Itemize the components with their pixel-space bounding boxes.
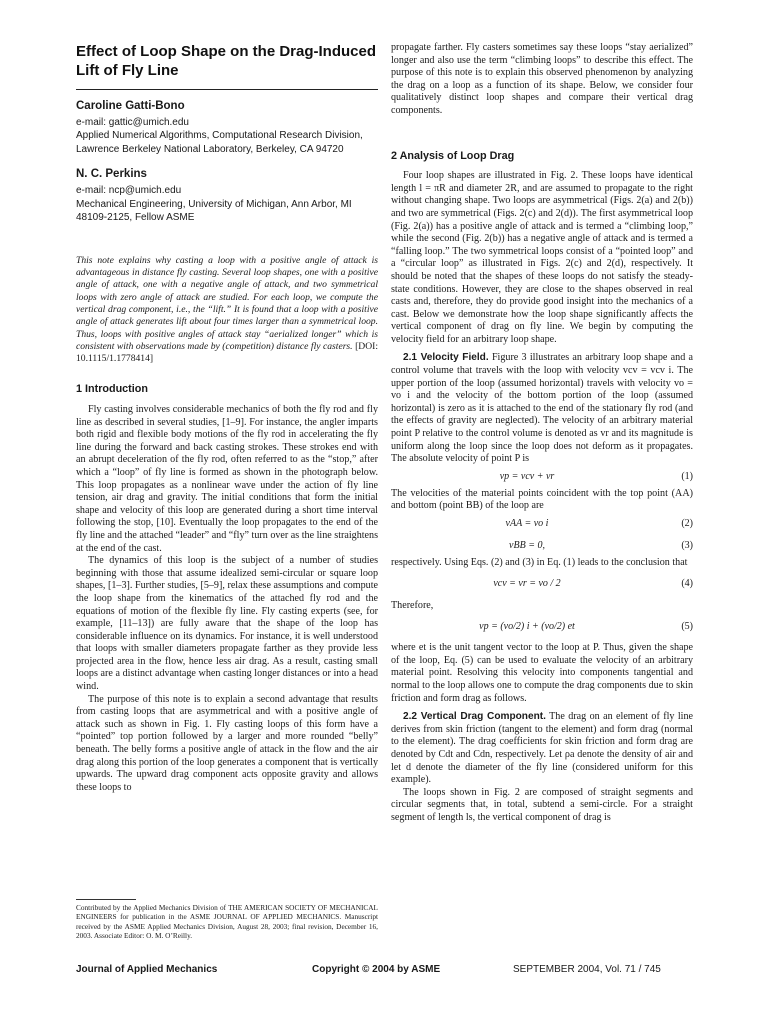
abstract xyxy=(76,255,378,366)
footer-issue: SEPTEMBER 2004, Vol. 71 / 745 xyxy=(513,964,661,975)
left-column xyxy=(76,42,378,794)
doi: [DOI: 10.1115/1.1778414] xyxy=(76,340,378,365)
equation-3 xyxy=(391,535,693,557)
equation-5-number: (5) xyxy=(681,620,693,632)
subsection-heading-velocity-field: 2.1 Velocity Field. xyxy=(403,352,489,364)
text-after-equation-5: where et is the unit tangent vector to the loop at P. Thus, given the shape of the loop, Eq. (5) can be used to evaluate the velocity of an arbitrary material point. Resolving this velocity into components tangential and normal to the loop allows one to compute the drag components due to skin friction and form drag as follows. xyxy=(391,642,693,704)
section-heading-analysis: 2 Analysis of Loop Drag xyxy=(391,149,515,162)
author-affiliation-2: Mechanical Engineering, University of Michigan, Ann Arbor, MI 48109-2125, Fellow ASME xyxy=(76,198,352,224)
velocity-field-paragraph xyxy=(391,352,693,465)
author-name-2: N. C. Perkins xyxy=(76,168,147,181)
vertical-drag-paragraph-2: The loops shown in Fig. 2 are composed of straight segments and circular segments that, in total, subtend a semi-circle. For a straight segment of length ls, the vertical component of drag is xyxy=(391,786,693,823)
equation-5 xyxy=(391,612,693,642)
equation-3-number: (3) xyxy=(681,539,693,551)
equation-1-number: (1) xyxy=(681,470,693,482)
text-after-equation-3: respectively. Using Eqs. (2) and (3) in Eq. (1) leads to the conclusion that xyxy=(391,557,688,568)
equation-4-number: (4) xyxy=(681,578,693,590)
footer-journal: Journal of Applied Mechanics xyxy=(76,964,218,975)
section2-paragraph-1: Four loop shapes are illustrated in Fig. 2. These loops have identical length l = πR and diameter 2R, and are assumed to propagate to the right without changing shape. Two loops are asymmetrical (Figs. 2(a) and 2(b)) and two are symmetrical (Figs. 2(c) and 2(d)). The first asymmetrical loop (Fig. 2(a)) has a positive angle of attack and is termed a “climbing loop,” while the second (Fig. 2(b)) has a negative angle of attack and is termed a “falling loop.” The two symmetrical loops consist of a “pointed loop” and a “circular loop” as illustrated in Figs. 2(c) and 2(d), respectively. It should be noted that the shapes of these loops do not satisfy the steady-state conditions. However, they are close to the shapes observed in real casts and, therefore, they do provide good insight into the mechanics of a cast. Below we demonstrate how the loop shape significantly affects the vertical component of drag on fly line. We begin by computing the velocity field for an arbitrary loop shape. xyxy=(391,170,693,345)
vertical-drag-text: The drag on an element of fly line derives from skin friction (tangent to the element) and form drag (normal to the element). The drag coefficients for skin friction and form drag are denoted by Cdt and Cdn, respectively. Let ρa denote the density of air and let d denote the diameter of the fly line (considered uniform for this example). xyxy=(391,711,693,786)
equation-2 xyxy=(391,513,693,535)
equation-2-body: vAA = vo i xyxy=(505,517,549,529)
abstract-text: This note explains why casting a loop with a positive angle of attack is advantageous in distance fly casting. Several loop shapes, one with a positive angle of attack, one with a negative angle of attack, and two symmetrical loops with zero angle of attack are studied. For each loop, we compute the vertical drag component, i.e., the “lift.” It is found that a loop with a positive angle of attack generates lift about four times larger than a symmetrical loop. Thus, loops with positive angles of attack stay “aerialized longer” which is consistent with observations made by (competition) distance fly casters. xyxy=(76,254,378,352)
paper-title: Effect of Loop Shape on the Drag-Induced Lift of Fly Line xyxy=(76,43,376,79)
section-heading-introduction: 1 Introduction xyxy=(76,383,148,396)
equation-1 xyxy=(391,466,693,488)
text-after-equation-1: The velocities of the material points coincident with the top point (AA) and bottom (point BB) of the loop are xyxy=(391,487,693,512)
equation-5-body: vp = (vo/2) i + (vo/2) et xyxy=(479,620,575,632)
equation-1-body: vp = vcv + vr xyxy=(499,470,555,482)
velocity-field-text: Figure 3 illustrates an arbitrary loop shape and a control volume that travels with the loop with velocity vcv = vcv i. The upper portion of the loop (assumed horizontal) travels with velocity vo = vo i and the velocity of the bottom portion of the loop (assumed horizontal) is zero as it is attached to the end of the stationary fly rod (and the effects of gravity are neglected). The velocity of an arbitrary material point P relative to the control volume is denoted as vr and its magnitude is uniform along the loop since the loop does not deform as it propagates. The absolute velocity of point P is xyxy=(391,352,694,465)
equation-4-body: vcv = vr = vo / 2 xyxy=(493,578,561,590)
title-rule xyxy=(76,89,378,90)
intro-paragraph-2: The dynamics of this loop is the subject of a number of studies beginning with those that assume idealized semi-circular or square loop shapes, [1–3]. Further studies, [5–9], relax these assumptions and compute the loop shape from the kinematics of the attached fly rod and the equations of motion of the flexible fly line. Fly casting experts (see, for example, [11–13]) are fully aware that the shape of the loop has considerable influence on its dynamics. For instance, it is well understood that loops with smaller diameters propagate farther as they provide less projected area in the flow, hence less air drag. As a result, casting small loops are a distinct advantage when casting longer distances or into a head wind. xyxy=(76,555,378,693)
therefore-text: Therefore, xyxy=(391,599,434,611)
right-paragraph-1: propagate farther. Fly casters sometimes say these loops “stay aerialized” longer and also use the term “climbing loops” to describe this effect. The purpose of this note is to explain this observed phenomenon by analyzing the drag on a loop as a function of its shape. Below, we consider four qualitatively distinct loop shapes and compare their vertical drag components. xyxy=(391,42,693,116)
subsection-heading-vertical-drag: 2.2 Vertical Drag Component. xyxy=(403,711,546,723)
vertical-drag-paragraph xyxy=(391,711,693,787)
footnote-rule xyxy=(76,899,136,900)
intro-paragraph-3: The purpose of this note is to explain a second advantage that results from casting loops that are asymmetrical and with a positive angle of attack such as shown in Fig. 1. Fly casting loops of this form have a “pointed” top portion followed by a larger and more rounded “belly” beneath. The belly forms a positive angle of attack in the flow and the air drag along this portion of the loop generates a component that is vertically upwards. The upward drag component acts opposite gravity and allows these loops to xyxy=(76,693,378,793)
footnote: Contributed by the Applied Mechanics Division of THE AMERICAN SOCIETY OF MECHANICAL ENGINEERS for publication in the ASME JOURNAL OF APPLIED MECHANICS. Manuscript received by the ASME Applied Mechanics Division, August 28, 2003; final revision, December 16, 2003. Associate Editor: O. M. O’Reilly. xyxy=(76,903,378,941)
author-name-1: Caroline Gatti-Bono xyxy=(76,100,185,112)
equation-3-body: vBB = 0, xyxy=(509,539,545,551)
author-affiliation-1: Applied Numerical Algorithms, Computational Research Division, Lawrence Berkeley National Laboratory, Berkeley, CA 94720 xyxy=(76,130,363,155)
footer-copyright: Copyright © 2004 by ASME xyxy=(312,964,441,975)
right-column xyxy=(391,42,693,825)
author-email-2: e-mail: ncp@umich.edu xyxy=(76,184,182,196)
equation-4 xyxy=(391,570,693,600)
intro-paragraph-1: Fly casting involves considerable mechanics of both the fly rod and fly line as described in several studies, [1–9]. For instance, the angler imparts both rigid and flexible body motions of the fly rod in accelerating the fly line during the forward and back casting strokes. These strokes end with an abrupt deceleration of the fly rod, often referred to as the “stop,” after which a “loop” of fly line is formed as shown in the photograph below. This loop propagates as a nonlinear wave under the action of fly line tension, air drag and gravity. The initial conditions that form the initial shape and velocity of this loop are generated during a short time interval following the stop, [10]. Eventually the loop propagates to the end of the fly line and the attached “leader” and “fly” turn over as the line straightens at the end of the cast. xyxy=(76,404,378,554)
author-email-1: e-mail: gattic@umich.edu xyxy=(76,116,189,128)
equation-2-number: (2) xyxy=(681,517,693,529)
